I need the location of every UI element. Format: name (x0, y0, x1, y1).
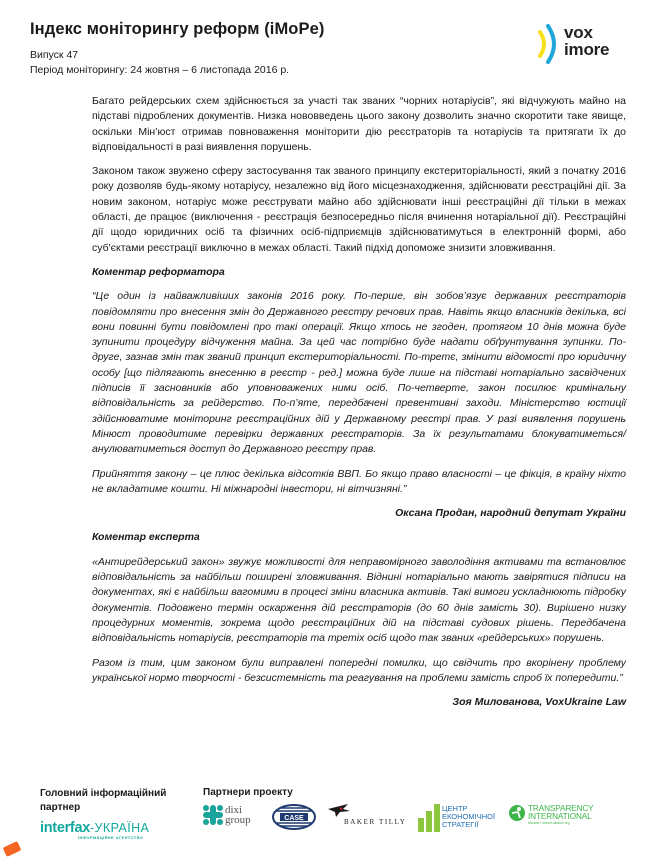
dixi-line1: dixi (225, 804, 243, 816)
svg-text:CASE: CASE (284, 814, 304, 822)
main-partner-label: Головний інформаційний партнер (40, 788, 167, 813)
partners-footer (0, 780, 668, 864)
baker-tilly-logo (328, 804, 414, 834)
expert-comment-heading: Коментар експерта (92, 531, 200, 544)
ti-line2: INTERNATIONAL (528, 812, 592, 821)
economic-strategy-center-logo (418, 804, 508, 834)
dixi-group-logo (203, 804, 263, 834)
partners-label: Партнери проекту (203, 787, 293, 798)
dixi-line2: group (225, 814, 251, 826)
case-logo (272, 804, 318, 834)
sound-wave-icon (532, 22, 562, 66)
dixi-text (225, 805, 251, 825)
ces-line2: ЕКОНОМІЧНОЇ (442, 812, 496, 822)
reformer-quote: “Це один із найважливіших законів 2016 року. По-перше, він зобов’язує державних реєстраторів повідомляти про внесення змін до Державного реєстру речових прав. Навіть якщо власників декілька, всі вони повинні бути повідомлені про такі операції. Якщо хтось не згоден, протягом 10 днів можна буде зупинити процедуру відчуження майна. За цей час потрібно буде надати обґрунтування зупинки. По-друге, зазнав змін так званий принцип екстериторіальності. По-третє, змінити відомості про юридичну особу [що підлягають внесенню в реєстр - ред.] можна буде лише на підставі нотаріально засвідчених підписів її засновників або уповноважених ними осіб. По-четверте, закон посилює кримінальну відповідальність за рейдерство. По-п’яте, передбачені превентивні заходи. Міністерство юстиції здійснюватиме моніторинг реєстраційних дій у Державному реєстрі прав. У разі виявлення порушень Мінюст проводитиме перевірки державних реєстраторів. За їх результатами блокуватиметься/анулюватиметься доступ до Державного реєстру прав. (92, 290, 626, 456)
interfax-subtitle: ІНФОРМАЦІЙНЕ АГЕНТСТВО (78, 836, 144, 840)
logo-text (564, 24, 609, 58)
dixi-cross-icon (203, 804, 223, 826)
bar-chart-icon (418, 804, 440, 832)
body-paragraph: Законом також звужено сферу застосування так званого принципу екстериторіальності, який з початку 2016 року дозволяв будь-якому нотаріусу, незалежно від його місцезнаходження, здійснювати реєстраційні дії. За новим законом, нотаріус може реєструвати майно або здійснювати інші реєстраційні дії тільки в межах області, де працює (виключення - реєстрація безпосередньо після вчинення нотаріальної дії). Реєстраційні дії щодо юридичних осіб та фізичних осіб-підприємців здійснюватимуться в електронній формі, або суб'єктами реєстрації виключно в межах області. Такий підхід допоможе знизити зловживання. (92, 165, 626, 254)
ces-line1: ЦЕНТР (442, 804, 468, 813)
expert-quote: «Антирейдерський закон» звужує можливості для неправомірного заволодіння активами та встановлює відповідальність за найбільш поширені зловживання. Віднині нотаріально мають завірятися підписи на документах, які є найбільш вагомими в процесі зміни власника активів. Такі вимоги ускладнюють підробку документів. Подовжено термін оскарження дій реєстраторів (до 60 днів замість 30). Вирішено низку процедурних моментів, зокрема щодо реєстраційних дій на підставі судових рішень. Передбачена відповідальність нотаріусів, реєстраторів та третіх осіб щодо так званих «рейдерських» порушень. (92, 555, 626, 645)
issue-number: Випуск 47 (30, 49, 79, 61)
reformer-comment-heading: Коментар реформатора (92, 265, 225, 278)
expert-signature: Зоя Милованова, VoxUkraine Law (452, 696, 626, 709)
page-title: Індекс моніторингу реформ (iMoPe) (30, 20, 325, 38)
interfax-suffix: -УКРАЇНА (89, 821, 150, 835)
case-emblem-icon (272, 804, 316, 830)
logo-line1: vox (564, 23, 593, 42)
monitoring-period: Період моніторингу: 24 жовтня – 6 листопада 2016 р. (30, 64, 290, 76)
reformer-signature: Оксана Продан, народний депутат України (395, 507, 626, 520)
baker-tilly-text: BAKER TILLY (344, 818, 407, 826)
globe-person-icon (508, 804, 526, 822)
expert-quote: Разом із тим, цим законом були виправлені попередні помилки, що свідчить про вкорінену проблему української нормо творчості - безсистемність та реагування на проблеми замість спроб їх попередити.” (92, 656, 626, 684)
ces-line3: СТРАТЕГІЇ (442, 820, 479, 830)
body-paragraph: Багато рейдерських схем здійснюється за участі так званих “чорних нотаріусів”, які відчужують майно на підставі підроблених документів. Низка нововведень цього закону дозволить значно скоротити таке явище, оскільки Мін’юст отримав повноваження моніторити дію реєстраторів та нотаріусів та притягати їх до відповідальності в разі виявлення порушень. (92, 95, 626, 153)
ti-text (528, 805, 594, 821)
interfax-brand: interfax (40, 820, 90, 836)
ti-line1: TRANSPARENCY (528, 804, 594, 813)
transparency-international-logo (508, 804, 608, 834)
logo-line2: imore (564, 40, 610, 59)
document-body (92, 94, 626, 719)
reformer-quote: Прийняття закону – це плюс декілька відсотків ВВП. Бо якщо право власності – це фікція, в країну ніхто не вкладатиме кошти. Ні міжнародні інвестори, ні вітчизняні.” (92, 467, 626, 495)
ti-subtitle: Ukraine • www.ti-ukraine.org (528, 821, 570, 825)
bird-icon (328, 804, 350, 818)
ces-text (442, 805, 495, 830)
interfax-name (40, 820, 160, 836)
interfax-logo (40, 820, 160, 846)
vox-imore-logo (532, 22, 632, 72)
